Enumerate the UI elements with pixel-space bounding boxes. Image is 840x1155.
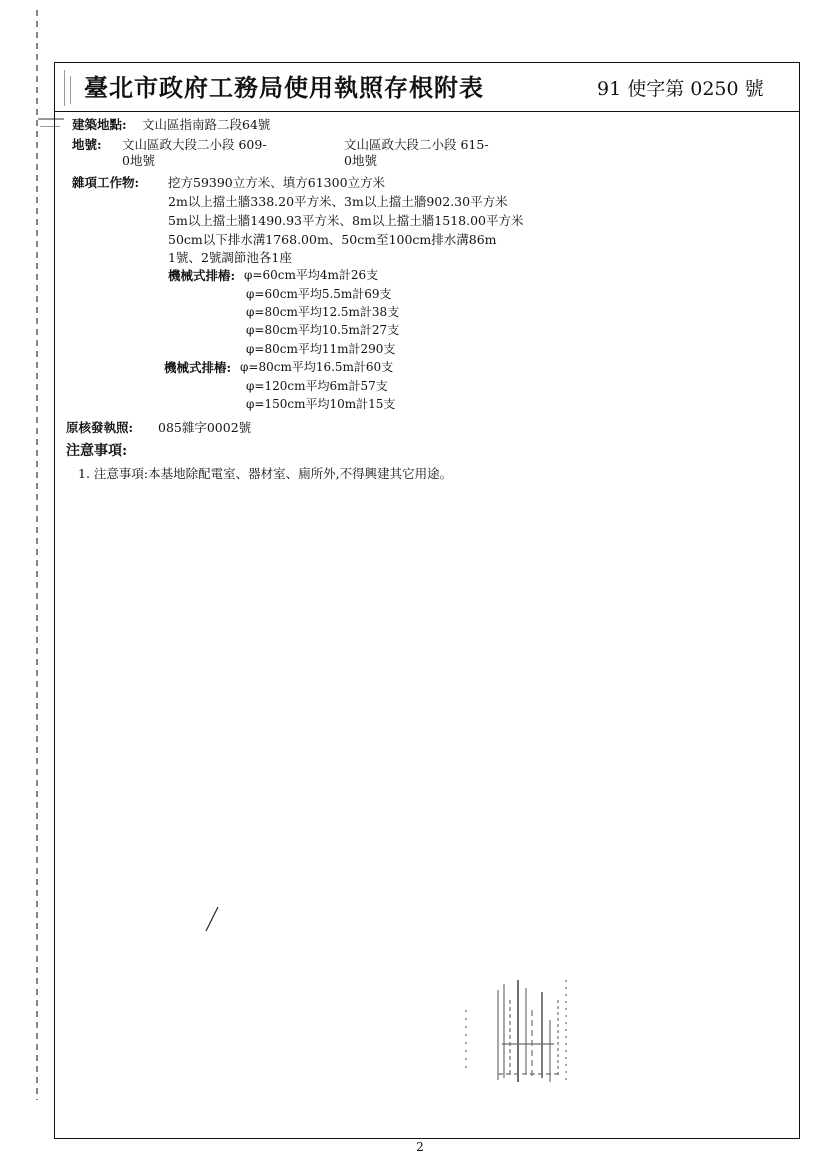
pile-group-1-item: φ=80cm平均12.5m計38支 — [246, 305, 400, 319]
original-permit-number: 085雜字0002號 — [158, 420, 252, 435]
pile-group-1-item: φ=80cm平均10.5m計27支 — [246, 323, 400, 337]
works-line: 2m以上擋土牆338.20平方米、3m以上擋土牆902.30平方米 — [168, 194, 508, 209]
pile-group-2-label: 機械式排樁: — [164, 360, 232, 375]
works-line: 挖方59390立方米、填方61300立方米 — [168, 175, 386, 190]
pile-group-1-item: φ=60cm平均4m計26支 — [244, 268, 379, 282]
works-line: 50cm以下排水溝1768.00m、50cm至100cm排水溝86m — [168, 232, 497, 247]
original-permit-label: 原核發執照: — [66, 420, 134, 435]
lot-2-line-2: 0地號 — [344, 153, 377, 168]
site-label: 建築地點: — [72, 117, 127, 132]
page-number: 2 — [416, 1140, 424, 1154]
scan-edge-artifact — [36, 10, 38, 1100]
pile-group-1-item: φ=80cm平均11m計290支 — [246, 342, 396, 356]
works-label: 雜項工作物: — [72, 175, 140, 190]
lot-1-line-2: 0地號 — [122, 153, 155, 168]
works-line: 5m以上擋土牆1490.93平方米、8m以上擋土牆1518.00平方米 — [168, 213, 524, 228]
pile-group-2-item: φ=120cm平均6m計57支 — [246, 379, 388, 393]
note-item: 1. 注意事項:本基地除配電室、器材室、廁所外,不得興建其它用途。 — [78, 466, 453, 481]
lot-1-line-1: 文山區政大段二小段 609- — [122, 137, 267, 152]
lot-label: 地號: — [72, 137, 102, 152]
stamp-mark — [458, 970, 588, 1090]
pile-group-1-item: φ=60cm平均5.5m計69支 — [246, 287, 392, 301]
works-line: 1號、2號調節池各1座 — [168, 250, 292, 265]
permit-number: 91 使字第 0250 號 — [597, 78, 764, 100]
pile-group-2-item: φ=150cm平均10m計15支 — [246, 397, 396, 411]
pen-mark — [200, 905, 224, 935]
pile-group-2-item: φ=80cm平均16.5m計60支 — [240, 360, 394, 374]
pile-group-1-label: 機械式排樁: — [168, 268, 236, 283]
document-title: 臺北市政府工務局使用執照存根附表 — [84, 73, 484, 102]
lot-2-line-1: 文山區政大段二小段 615- — [344, 137, 489, 152]
notes-label: 注意事項: — [66, 443, 128, 459]
site-address: 文山區指南路二段64號 — [142, 117, 271, 132]
